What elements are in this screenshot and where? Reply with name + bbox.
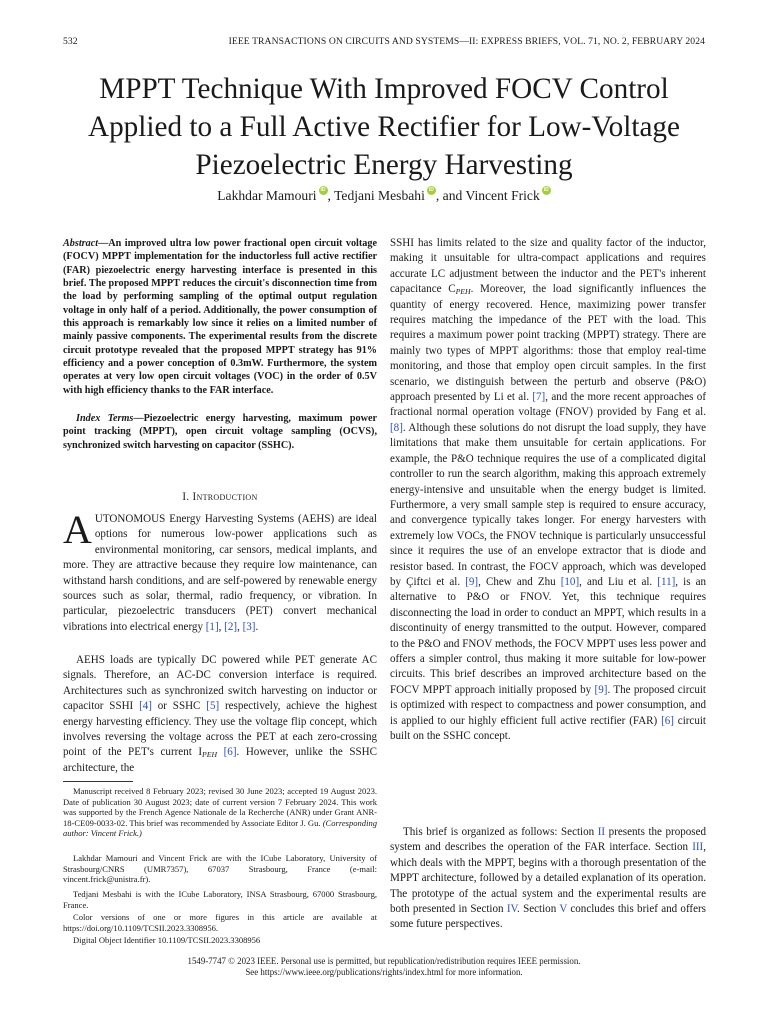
footnote-affiliation-1: Lakhdar Mamouri and Vincent Frick are with the ICube Laboratory, University of Strasbourg/CNRS (UMR7357), 67037 Strasbourg, France (e-mail: vincent.frick@unistra.fr). <box>63 853 377 884</box>
abstract <box>63 237 377 397</box>
abstract-text: —An improved ultra low power fractional open circuit voltage (FOCV) MPPT implementation for the inductorless full active rectifier (FAR) piezoelectric energy harvesting interface is presented in this brief. The proposed MPPT reduces the circuit's disconnection time from the load by performing sampling of the optimal output regulation voltage in only half of a period. Additionally, the power consumption of this approach is remarkably low since it relies on a limited number of mainly passive components. The experimental results from the discrete circuit prototype revealed that the proposed MPPT strategy has 91% efficiency and a power conception of 0.3mW. Furthermore, the system operates at very low open circuit voltages (VOC) in the order of 0.5V with high efficiency thanks to the FAR interface. <box>63 238 377 396</box>
running-header <box>63 36 705 50</box>
paragraph-text: . The proposed circuit is optimized with respect to compactness and power consumption, and is applied to our highly efficient full active rectifier (FAR) <box>390 683 706 727</box>
paragraph-text: , Chew and Zhu <box>478 575 561 588</box>
paragraph-text: , and the more recent approaches of fractional normal operation voltage (FNOV) provided by Fang et al. <box>390 391 706 419</box>
paragraph-text: concludes this brief and offers some future perspectives. <box>390 903 706 931</box>
copyright-line: 1549-7747 © 2023 IEEE. Personal use is permitted, but republication/redistribution requires IEEE permission. <box>187 956 581 966</box>
section-heading: I. Introduction <box>182 491 258 503</box>
author-name: Vincent Frick <box>465 188 540 203</box>
paragraph-text: presents the proposed system and describes the operation of the FAR interface. Section <box>390 826 707 854</box>
paragraph-text: or SSHC <box>151 700 207 713</box>
author-separator: , <box>327 188 335 203</box>
footnote-affiliation-2: Tedjani Mesbahi is with the ICube Laboratory, INSA Strasbourg, 67000 Strasbourg, France. <box>63 889 377 910</box>
author-list <box>0 186 768 204</box>
abstract-label: Abstract <box>63 238 99 249</box>
citation-link[interactable]: [1] <box>205 620 219 633</box>
citation-link[interactable]: [7] <box>532 391 546 404</box>
citation-link[interactable]: [10] <box>560 575 580 588</box>
citation-link[interactable]: [3] <box>242 620 256 633</box>
footnote-doi: Digital Object Identifier 10.1109/TCSII.2023.3308956 <box>73 935 261 945</box>
citation-link[interactable]: [9] <box>594 683 608 696</box>
orcid-icon[interactable] <box>319 186 328 195</box>
citation-link[interactable]: [2] <box>224 620 238 633</box>
footnote-rule <box>63 781 133 782</box>
paragraph-text: , which deals with the MPPT, begins with a thorough presentation of the MPPT architecture, followed by a detailed explanation of its operation. The prototype of the actual system and the experimental results are both presented in Section <box>390 841 706 916</box>
author-name: Lakhdar Mamouri <box>217 188 317 203</box>
citation-link[interactable]: [11] <box>657 575 676 588</box>
rights-link-line: See https://www.ieee.org/publications/rights/index.html for more information. <box>245 967 523 977</box>
paragraph-text: SSHI has limits related to the size and quality factor of the inductor, making it unsuitable for ultra-compact applications and requires accurate LC adjustment between the inductor and the PET's inherent capacitance C <box>390 237 706 296</box>
paragraph-text: This brief is organized as follows: Section <box>403 826 598 838</box>
section-link[interactable]: IV <box>506 903 518 916</box>
title-line-2: Applied to a Full Active Rectifier for Low-Voltage <box>88 111 680 143</box>
footnote-text: Manuscript received 8 February 2023; revised 30 June 2023; accepted 19 August 2023. Date of publication 30 August 2023; date of current version 7 February 2024. This work was supported by the French Agence Nationale de la Recherche (ANR) under Grant ANR-18-CE09-0033-02. This brief was recommended by Associate Editor J. Gu. <box>63 786 377 828</box>
subscript: PEH <box>202 750 218 760</box>
section-link[interactable]: V <box>559 903 568 916</box>
paper-title <box>40 70 728 184</box>
intro-paragraph-2 <box>63 653 377 776</box>
paragraph-text: respectively, achieve the highest energy harvesting efficiency. They use the voltage flip concept, which involves reversing the voltage across the PET at each zero-crossing point of the PET's current I <box>63 700 377 759</box>
author-separator: , and <box>435 188 466 203</box>
drop-cap: A <box>63 507 92 552</box>
footnote-color-versions: Color versions of one or more figures in this article are available at https://doi.org/10.1109/TCSII.2023.3308956. <box>63 912 377 933</box>
citation-link[interactable]: [9] <box>465 575 479 588</box>
paragraph-text: circuit built on the SSHC concept. <box>390 714 707 742</box>
right-paragraph-1 <box>390 236 706 744</box>
right-paragraph-2 <box>390 825 706 933</box>
section-link[interactable]: II <box>597 826 606 838</box>
journal-title: IEEE TRANSACTIONS ON CIRCUITS AND SYSTEMS—II: EXPRESS BRIEFS, VOL. 71, NO. 2, FEBRUARY 2024 <box>228 36 705 47</box>
small-caps-word: UTONOMOUS <box>94 513 166 525</box>
corresponding-author: (Corresponding author: Vincent Frick.) <box>63 817 377 838</box>
title-line-1: MPPT Technique With Improved FOCV Control <box>99 73 669 105</box>
index-terms-label: Index Terms <box>76 413 134 424</box>
paragraph-text: . Although these solutions do not disrupt the load supply, they have limitations that make them unsuitable for certain applications. For example, the P&O technique requires the use of a complicated digital controller to run the search algorithm, making this approach extremely energy-intensive and unsuitable when the energy budget is limited. Furthermore, a very small sample step is required to ensure accuracy, and convergence typically takes longer. For energy harvesters with extremely low VOCs, the FNOV technique is particularly unsuccessful since it requires the use of an envelope extractor that is diode and resistor based. In contrast, the FOCV approach, which was developed by Çiftci et al. <box>390 421 706 588</box>
citation-link[interactable]: [4] <box>139 700 152 713</box>
paragraph-text: . However, unlike the SSHC architecture, the <box>63 746 378 774</box>
citation-link[interactable]: [6] <box>661 714 674 727</box>
paragraph-text: . Section <box>517 903 560 916</box>
paragraph-text: . Moreover, the load significantly influences the quantity of energy recovered. Hence, maximizing power transfer requires matching the impedance of the PET with the load. This requires a maximum power point tracking (MPPT) strategy. There are mainly two types of MPPT algorithms: those that employ real-time monitoring, and those that employ open circuit samples. In the first scenario, we distinguish between the perturb and observe (P&O) approach presented by Li et al. <box>390 283 707 404</box>
footnote-manuscript <box>63 786 377 839</box>
subscript: PEH <box>455 287 471 297</box>
title-line-3: Piezoelectric Energy Harvesting <box>195 149 573 181</box>
index-terms <box>63 412 377 452</box>
citation-link[interactable]: [6] <box>223 746 237 759</box>
orcid-icon[interactable] <box>427 186 436 195</box>
citation-link[interactable]: [5] <box>206 700 220 713</box>
citation-link[interactable]: [8] <box>390 421 403 434</box>
orcid-icon[interactable] <box>542 186 551 195</box>
page-number: 532 <box>63 36 78 47</box>
paragraph-text: AEHS loads are typically DC powered while PET generate AC signals. Therefore, an AC-DC conversion interface is required. Architectures such as synchronized switch harvesting on inductor or capacitor SSHI <box>63 654 377 713</box>
page-footer <box>0 956 768 978</box>
index-terms-text: —Piezoelectric energy harvesting, maximum power point tracking (MPPT), open circuit voltage sampling (OCVS), synchronized switch harvesting on capacitor (SSHC). <box>63 413 377 451</box>
author-name: Tedjani Mesbahi <box>334 188 425 203</box>
paragraph-text: Energy Harvesting Systems (AEHS) are ideal options for numerous low-power applications such as environmental monitoring, car sensors, medical implants, and more. They are attractive because they require low maintenance, can withstand harsh conditions, and are self-powered by renewable energy sources such as solar, thermal, radio frequency, or vibration. In particular, piezoelectric transducers (PET) convert mechanical vibrations into electrical energy <box>63 513 377 633</box>
section-link[interactable]: III <box>692 841 704 854</box>
paragraph-text: , is an alternative to P&O or FNOV. Yet, this technique requires disconnecting the load in order to conduct an MPPT, which results in a discontinuity of energy transmitted to the output. However, compared to the P&O and FNOV methods, the FOCV MPPT uses less power and offers a simpler control, thus making it more suitable for low-power circuits. This brief describes an improved architecture based on the FOCV MPPT approach initially proposed by <box>390 575 706 696</box>
paragraph-text: , and Liu et al. <box>579 575 658 588</box>
intro-paragraph-1: AUTONOMOUS Energy Harvesting Systems (AEHS) are ideal options for numerous low-power applications such as environmental monitoring, car sensors, medical implants, and more. They are attractive because they require low maintenance, can withstand harsh conditions, and are self-powered by renewable energy sources such as solar, thermal, radio frequency, or vibration. In particular, piezoelectric transducers (PET) convert mechanical vibrations into electrical energy [1], [2], [3]. <box>63 507 377 633</box>
